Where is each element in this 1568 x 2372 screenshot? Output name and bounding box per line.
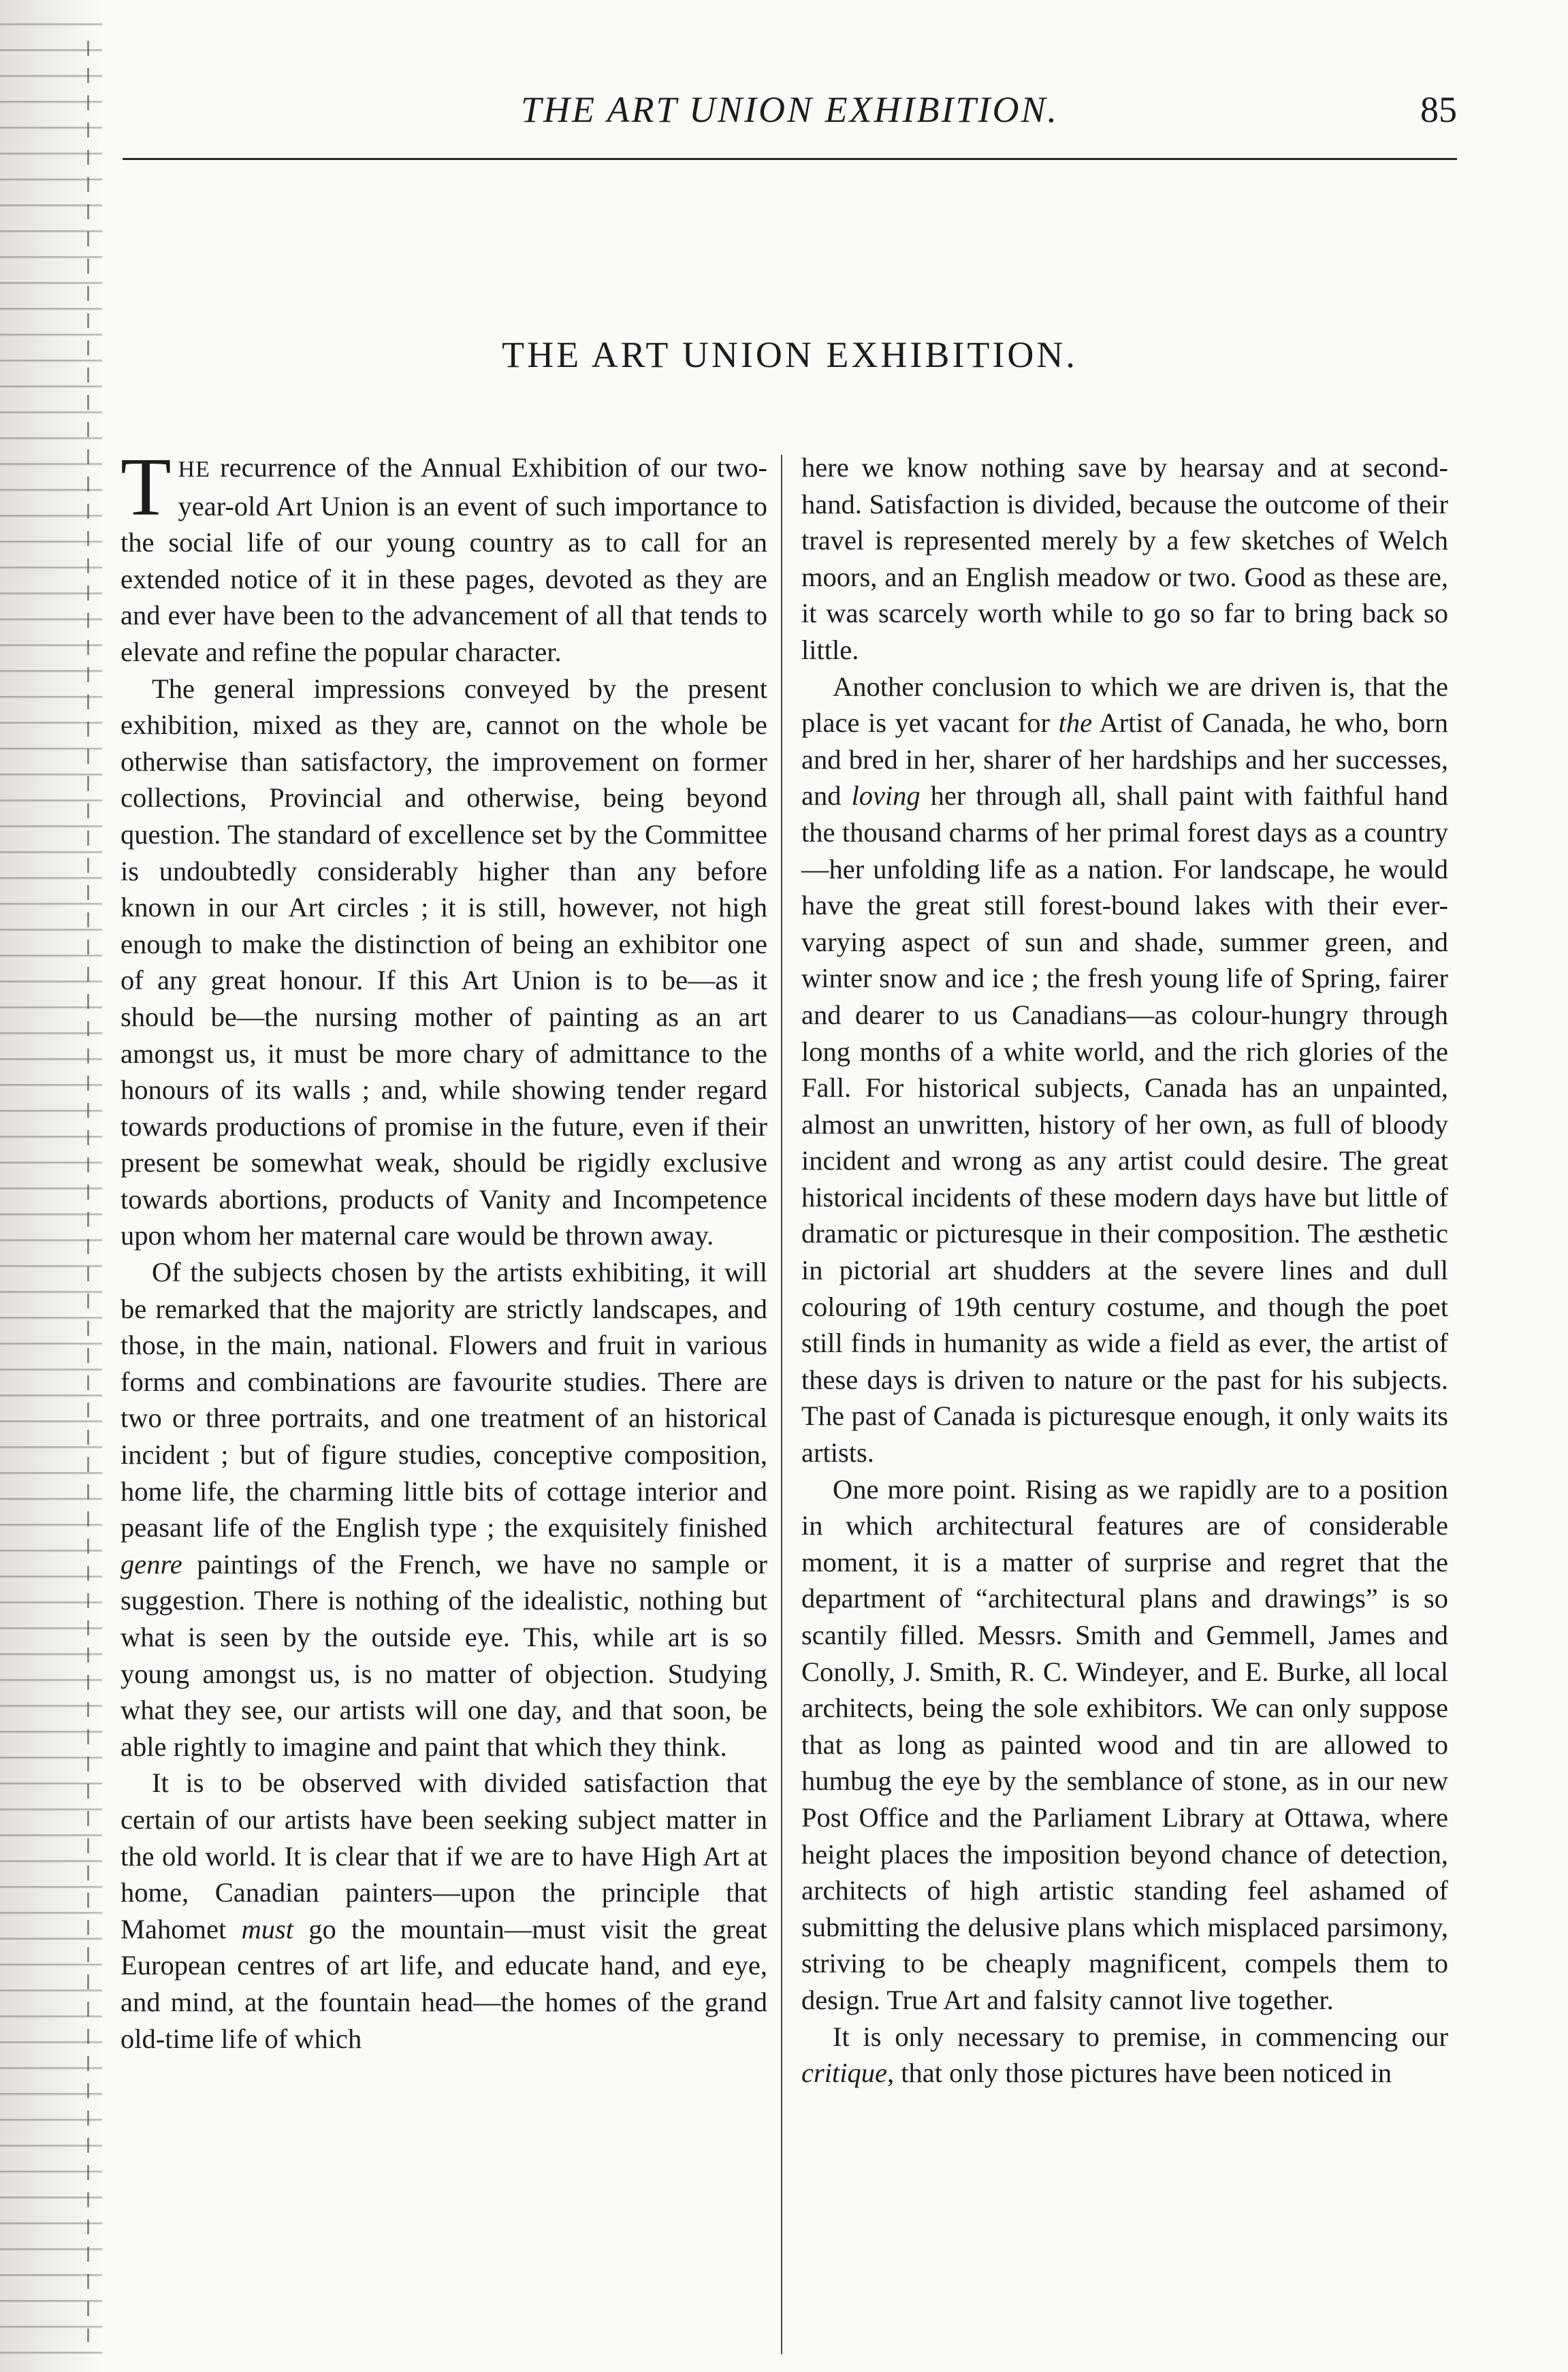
paragraph-text: , that only those pictures have been noticed in [886, 2057, 1392, 2089]
small-caps-lead: HE [178, 457, 210, 482]
paragraph [121, 441, 767, 671]
paragraph-text: her through all, shall paint with faithful hand the thousand charms of her primal forest days as a country—her unfolding life as a nation. For landscape, he would have the great still forest-bound lakes with their ever-varying aspect of sun and shade, summer green, and winter snow and ice ; the fresh young life of Spring, fairer and dearer to us Canadians—as colour-hungry through long months of a white world, and the rich glories of the Fall. For historical subjects, Canada has an unpainted, almost an unwritten, history of her own, as full of bloody incident and wrong as any artist could desire. The great historical incidents of these modern days have but little of dramatic or picturesque in their composition. The æsthetic in pictorial art shudders at the severe lines and dull colouring of 19th century costume, and though the poet still finds in humanity as wide a field as ever, the artist of these days is driven to nature or the past for his subjects. The past of Canada is picturesque enough, it only waits its artists. [801, 780, 1448, 1469]
paragraph [801, 2019, 1448, 2091]
scanned-binding-edge [0, 0, 102, 2372]
paragraph-text: paintings of the French, we have no sample or suggestion. There is nothing of the idealistic, nothing but what is seen by the outside eye. This, while art is so young amongst us, is no matter of objection. Studying what they see, our artists will one day, and that soon, be able rightly to imagine and paint that which they think. [121, 1548, 767, 1762]
paragraph [801, 669, 1448, 1471]
left-column [121, 441, 767, 2057]
page-number: 85 [1420, 89, 1457, 130]
header-rule [123, 158, 1457, 160]
article-title: THE ART UNION EXHIBITION. [502, 334, 1078, 375]
italic-word: critique [801, 2057, 887, 2089]
paragraph-text: recurrence of the Annual Exhibition of our two-year-old Art Union is an event of such importance to the social life of our young country as to call for an extended notice of it in these pages, devoted as they are and ever have been to the advancement of all that tends to elevate and refine the popular character. [121, 452, 767, 667]
italic-word: must [241, 1913, 293, 1944]
running-title: THE ART UNION EXHIBITION. [520, 89, 1059, 130]
paragraph-text: Of the subjects chosen by the artists exhibiting, it will be remarked that the majority are strictly landscapes, and those, in the main, national. Flowers and fruit in various forms and combinations are favourite studies. There are two or three portraits, and one treatment of an historical incident ; but of figure studies, conceptive composition, home life, the charming little bits of cottage interior and peasant life of the English type ; the exquisitely finished [121, 1257, 767, 1543]
paragraph-text: go the mountain—must visit the great European centres of art life, and educate hand, and eye, and mind, at the fountain head—the homes of the grand old-time life of which [121, 1913, 767, 2054]
italic-word: loving [851, 780, 921, 812]
italic-word: the [1058, 707, 1093, 739]
paragraph [121, 1765, 767, 2057]
paragraph: The general impressions conveyed by the present exhibition, mixed as they are, cannot on the whole be otherwise than satisfactory, the improvement on former collections, Provincial and otherwise, being beyond question. The standard of excellence set by the Committee is undoubtedly considerably higher than any before known in our Art circles ; it is still, however, not high enough to make the distinction of being an exhibitor one of any great honour. If this Art Union is to be—as it should be—the nursing mother of painting as an art amongst us, it must be more chary of admittance to the honours of its walls ; and, while showing tender regard towards productions of promise in the future, even if their present be somewhat weak, should be rigidly exclusive towards abortions, products of Vanity and Incompetence upon whom her maternal care would be thrown away. [121, 673, 767, 1251]
running-header [123, 89, 1457, 136]
paragraph-text: It is to be observed with divided satisfaction that certain of our artists have been seeking subject matter in the old world. It is clear that if we are to have High Art at home, Canadian painters—upon the principle that Mahomet [121, 1767, 767, 1944]
right-column [801, 449, 1448, 2091]
paragraph: here we know nothing save by hearsay and at second-hand. Satisfaction is divided, because the outcome of their travel is represented merely by a few sketches of Welch moors, and an English meadow or two. Good as these are, it was scarcely worth while to go so far to bring back so little. [801, 452, 1448, 665]
paragraph: One more point. Rising as we rapidly are to a position in which architectural features are of considerable moment, it is a matter of surprise and regret that the department of “architectural plans and drawings” is so scantily filled. Messrs. Smith and Gemmell, James and Conolly, J. Smith, R. C. Windeyer, and E. Burke, all local architects, being the sole exhibitors. We can only suppose that as long as painted wood and tin are allowed to humbug the eye by the semblance of stone, as in our new Post Office and the Parliament Library at Ottawa, where height places the imposition beyond chance of detection, architects of high artistic standing feel ashamed of submitting the delusive plans which misplaced parsimony, striving to be cheaply magnificent, compels them to design. True Art and falsity cannot live together. [801, 1473, 1448, 2015]
paragraph [121, 1254, 767, 1765]
paragraph-text: It is only necessary to premise, in commencing our [833, 2021, 1448, 2052]
italic-word: genre [121, 1548, 182, 1580]
drop-cap: T [121, 441, 172, 533]
paragraph-text: Artist of Canada, he who, born and bred in her, sharer of her hardships and her successes, and [801, 707, 1449, 812]
column-rule [781, 455, 782, 2354]
paragraph-text: Another conclusion to which we are driven is, that the place is yet vacant for [801, 671, 1448, 739]
